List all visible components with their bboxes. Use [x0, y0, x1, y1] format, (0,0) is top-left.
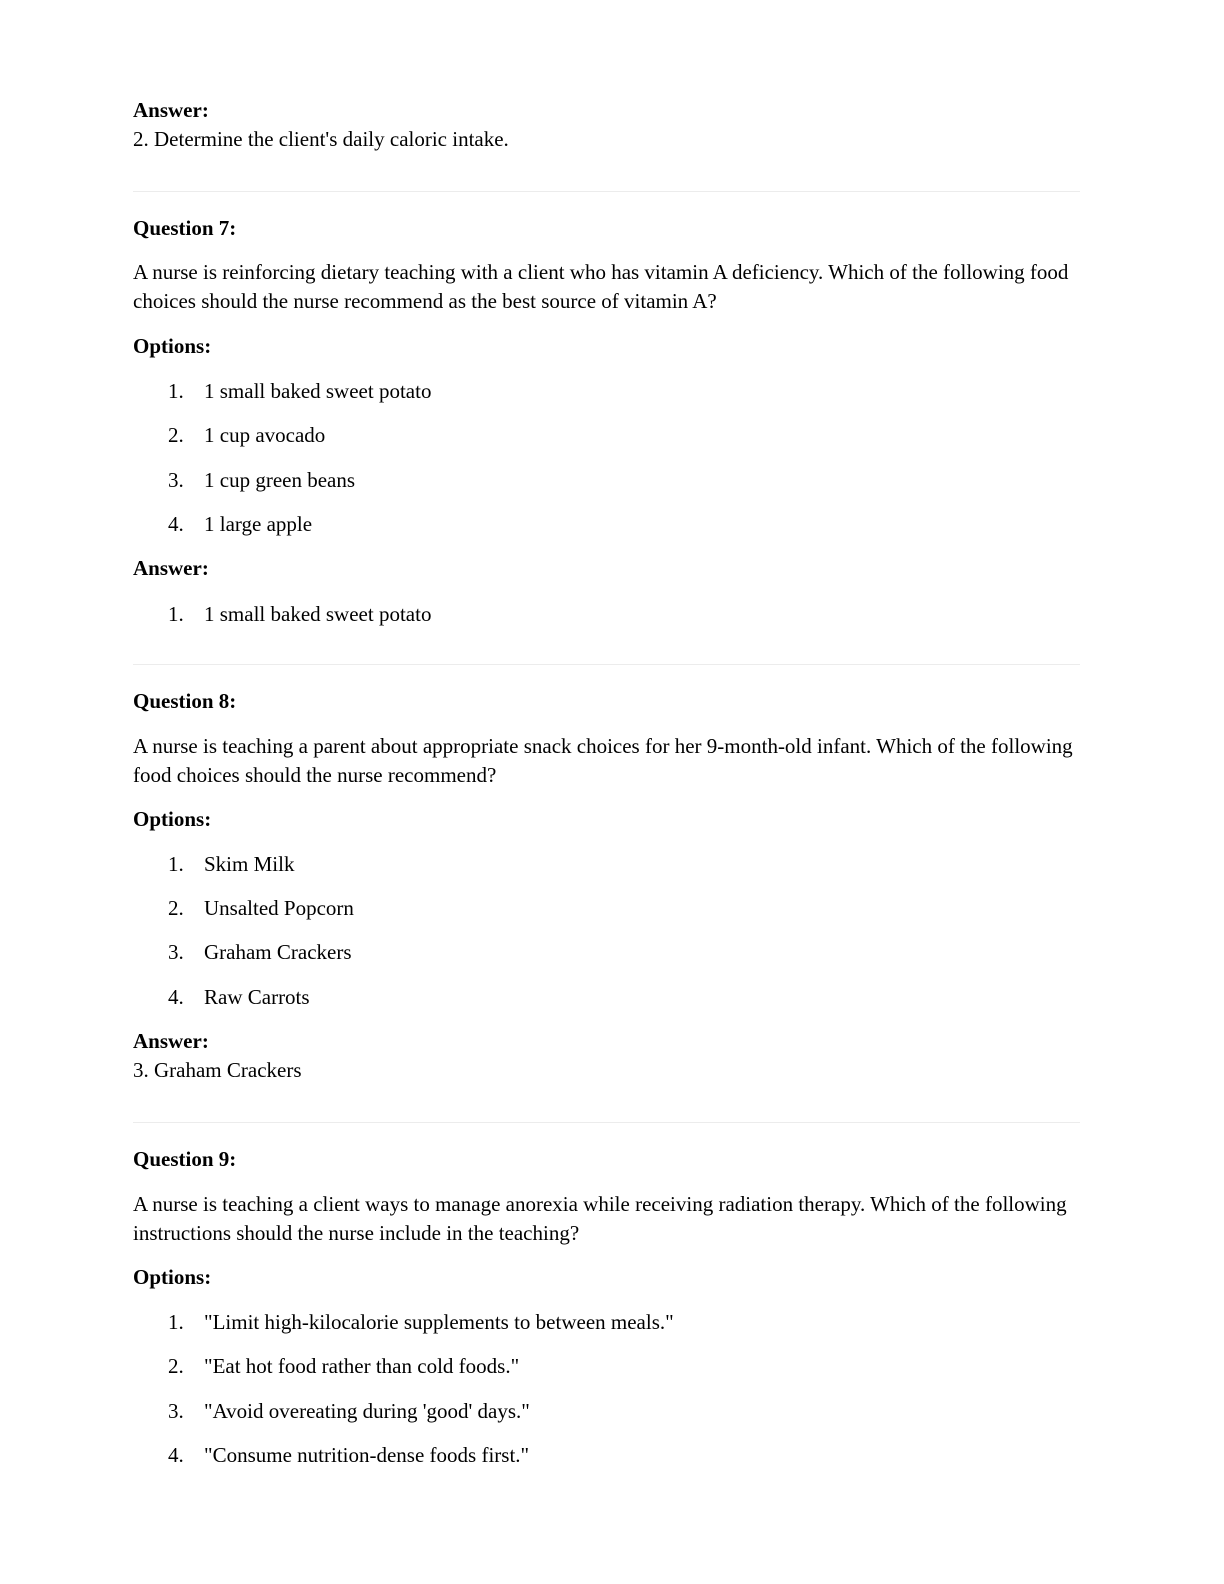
option-number: 1. [168, 1310, 184, 1334]
option-number: 4. [168, 1443, 184, 1467]
option-text: 1 cup green beans [204, 468, 356, 492]
option-text: "Limit high-kilocalorie supplements to between meals." [204, 1310, 674, 1334]
answer-text: 2. Determine the client's daily caloric intake. [133, 127, 509, 151]
option-number: 2. [168, 896, 184, 920]
question-8 [133, 687, 1080, 716]
option-number: 4. [168, 985, 184, 1009]
option-text: "Avoid overeating during 'good' days." [204, 1399, 530, 1423]
option-text: 1 cup avocado [204, 423, 326, 447]
question-title: Question 9: [133, 1147, 237, 1171]
divider [133, 191, 1080, 192]
option-number: 3. [168, 940, 184, 964]
answer-text: 3. Graham Crackers [133, 1058, 302, 1082]
option-number: 3. [168, 468, 184, 492]
option-number: 3. [168, 1399, 184, 1423]
option-number: 4. [168, 512, 184, 536]
question-9-options-label [133, 1263, 1080, 1292]
divider [133, 664, 1080, 665]
question-8-text [133, 732, 1080, 790]
question-text: A nurse is teaching a parent about appropriate snack choices for her 9-month-old infant. Which of the following food choices should the nurse recommend? [133, 734, 1073, 787]
answer-label: Answer: [133, 1029, 209, 1053]
options-label: Options: [133, 334, 212, 358]
option-text: Skim Milk [204, 852, 295, 876]
answer-label: Answer: [133, 98, 209, 122]
answer-number: 1. [168, 602, 184, 626]
divider [133, 1122, 1080, 1123]
options-label: Options: [133, 1265, 212, 1289]
question-8-options-label [133, 805, 1080, 834]
question-9 [133, 1145, 1080, 1174]
options-label: Options: [133, 807, 212, 831]
option-text: 1 large apple [204, 512, 313, 536]
question-7-answer-label [133, 554, 1080, 583]
answer-text: 1 small baked sweet potato [204, 602, 432, 626]
option-text: 1 small baked sweet potato [204, 379, 432, 403]
question-text: A nurse is reinforcing dietary teaching with a client who has vitamin A deficiency. Which of the following food choices should the nurse recommend as the best source of vitamin A? [133, 260, 1069, 313]
question-8-answer [133, 1027, 1080, 1085]
option-number: 2. [168, 1354, 184, 1378]
option-number: 2. [168, 423, 184, 447]
prev-answer-section [133, 96, 1080, 154]
question-title: Question 7: [133, 216, 237, 240]
option-number: 1. [168, 852, 184, 876]
option-text: "Consume nutrition-dense foods first." [204, 1443, 530, 1467]
option-text: Raw Carrots [204, 985, 310, 1009]
question-7 [133, 214, 1080, 243]
question-7-options-label [133, 332, 1080, 361]
option-text: Unsalted Popcorn [204, 896, 354, 920]
answer-label: Answer: [133, 556, 209, 580]
question-7-text [133, 258, 1080, 316]
question-title: Question 8: [133, 689, 237, 713]
option-number: 1. [168, 379, 184, 403]
option-text: Graham Crackers [204, 940, 352, 964]
question-9-text [133, 1190, 1080, 1248]
question-text: A nurse is teaching a client ways to manage anorexia while receiving radiation therapy. Which of the following instructions should the nurse include in the teaching? [133, 1192, 1067, 1245]
option-text: "Eat hot food rather than cold foods." [204, 1354, 520, 1378]
